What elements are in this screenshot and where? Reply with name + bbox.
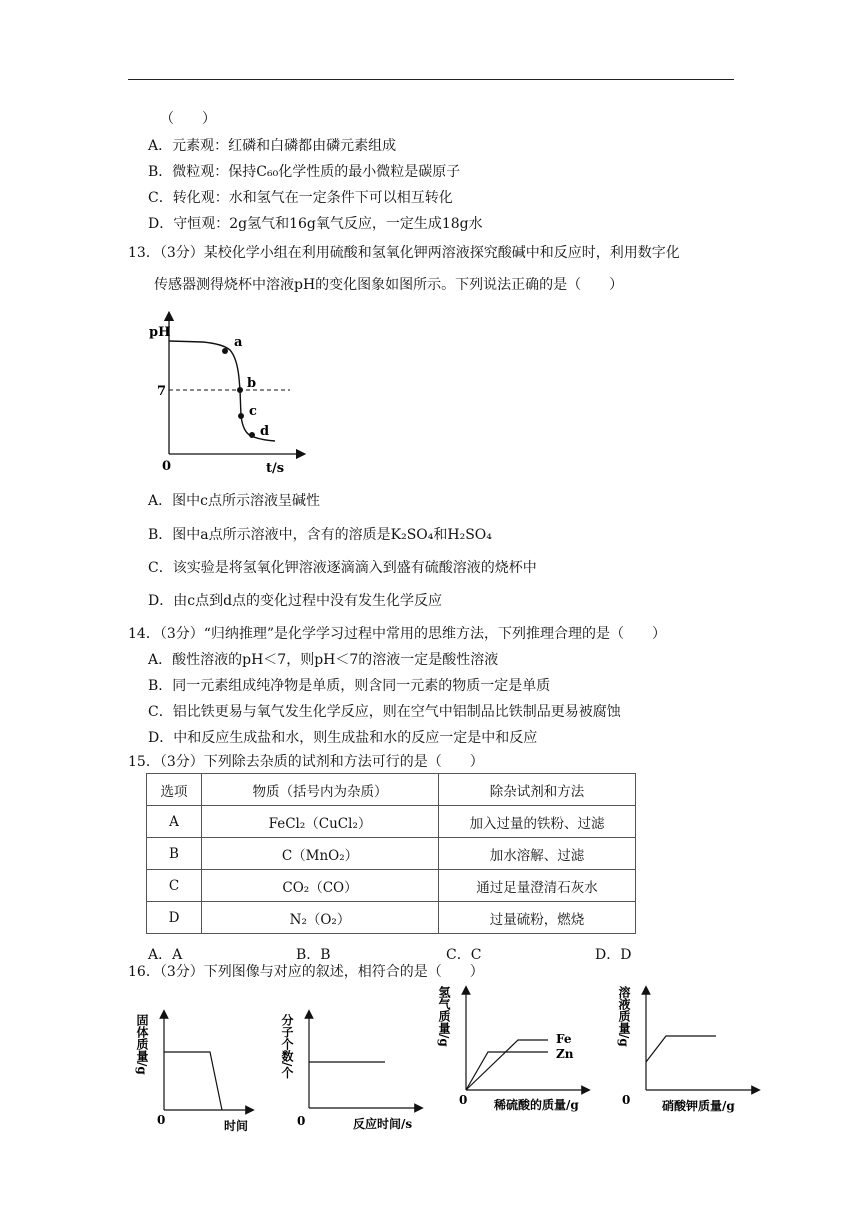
- g1-origin: 0: [157, 1113, 166, 1127]
- g2-xlabel: 反应时间/s: [353, 1117, 413, 1131]
- label-b: b: [247, 376, 257, 391]
- ph-ref-value: 7: [157, 384, 167, 399]
- series-zn-label: Zn: [556, 1047, 574, 1061]
- q15-answer-d: D．D: [595, 947, 632, 963]
- cell: CO₂（CO）: [202, 870, 439, 902]
- cell: N₂（O₂）: [202, 902, 439, 934]
- header-option: 选项: [147, 774, 202, 806]
- q13-option-a: A．图中c点所示溶液呈碱性: [148, 493, 320, 509]
- label-c: c: [249, 404, 257, 419]
- table-row: [147, 806, 636, 838]
- cell: 加入过量的铁粉、过滤: [439, 806, 636, 838]
- g3-origin: 0: [459, 1093, 468, 1107]
- q15-table: [146, 773, 636, 934]
- q15-stem: 15．（3分）下列除去杂质的试剂和方法可行的是（ ）: [128, 754, 484, 770]
- q14-option-a: A．酸性溶液的pH＜7，则pH＜7的溶液一定是酸性溶液: [148, 652, 499, 668]
- q12-option-a: A．元素观：红磷和白磷都由磷元素组成: [148, 138, 397, 154]
- answer-paren: （ ）: [160, 111, 216, 127]
- g4-xlabel: 硝酸钾质量/g: [662, 1099, 735, 1113]
- ph-y-label: pH: [149, 325, 171, 340]
- cell: C: [147, 870, 202, 902]
- series-fe-label: Fe: [556, 1032, 572, 1046]
- point-b: [237, 387, 243, 393]
- cell: FeCl₂（CuCl₂）: [202, 806, 439, 838]
- table-row: [147, 838, 636, 870]
- cell: 过量硫粉，燃烧: [439, 902, 636, 934]
- cell: 加水溶解、过滤: [439, 838, 636, 870]
- g1-xlabel: 时间: [224, 1119, 249, 1133]
- point-d: [249, 432, 255, 438]
- g4-ylabel: 溶液质量/g: [617, 986, 631, 1047]
- g4-origin: 0: [622, 1093, 631, 1107]
- ph-origin: 0: [162, 459, 172, 474]
- g3-xlabel: 稀硫酸的质量/g: [494, 1098, 579, 1112]
- cell: A: [147, 806, 202, 838]
- ph-x-label: t/s: [266, 461, 285, 476]
- label-a: a: [234, 335, 243, 350]
- g2-ylabel: 分子个数/个: [280, 1014, 294, 1079]
- q14-option-b: B．同一元素组成纯净物是单质，则含同一元素的物质一定是单质: [148, 678, 551, 694]
- q13-option-c: C．该实验是将氢氧化钾溶液逐滴滴入到盛有硫酸溶液的烧杯中: [148, 560, 537, 576]
- q15-answer-a: A．A: [148, 947, 183, 963]
- header-substance: 物质（括号内为杂质）: [202, 774, 439, 806]
- g3-ylabel: 氢气质量/g: [437, 986, 451, 1047]
- cell: D: [147, 902, 202, 934]
- label-d: d: [260, 424, 270, 439]
- q14-stem: 14．（3分）“归纳推理”是化学学习过程中常用的思维方法，下列推理合理的是（ ）: [128, 626, 667, 642]
- header-method: 除杂试剂和方法: [439, 774, 636, 806]
- q12-option-c: C．转化观：水和氢气在一定条件下可以相互转化: [148, 190, 453, 206]
- ph-curve-graph: [145, 308, 310, 478]
- table-row: [147, 870, 636, 902]
- q12-option-b: B．微粒观：保持C₆₀化学性质的最小微粒是碳原子: [148, 164, 461, 180]
- cell: C（MnO₂）: [202, 838, 439, 870]
- q13-stem-line2: 传感器测得烧杯中溶液pH的变化图象如图所示。下列说法正确的是（ ）: [154, 277, 624, 293]
- g2-origin: 0: [297, 1114, 306, 1128]
- graph-solid-mass: [135, 1000, 260, 1140]
- q14-option-c: C．铝比铁更易与氧气发生化学反应，则在空气中铝制品比铁制品更易被腐蚀: [148, 704, 621, 720]
- header-rule: [128, 79, 734, 80]
- cell: B: [147, 838, 202, 870]
- q16-stem: 16．（3分）下列图像与对应的叙述，相符合的是（ ）: [128, 964, 484, 980]
- point-c: [238, 413, 244, 419]
- table-header-row: [147, 774, 636, 806]
- q15-answer-b: B．B: [296, 947, 331, 963]
- g1-ylabel: 固体质量/g: [135, 1014, 149, 1075]
- graph-solution-mass: [618, 982, 760, 1122]
- q13-stem-line1: 13．（3分）某校化学小组在利用硫酸和氢氧化钾两溶液探究酸碱中和反应时，利用数字化: [128, 245, 680, 261]
- cell: 通过足量澄清石灰水: [439, 870, 636, 902]
- q13-option-b: B．图中a点所示溶液中，含有的溶质是K₂SO₄和H₂SO₄: [148, 527, 492, 543]
- graph-hydrogen-mass: [437, 982, 590, 1122]
- q15-answer-c: C．C: [446, 947, 482, 963]
- point-a: [222, 348, 228, 354]
- table-row: [147, 902, 636, 934]
- q13-option-d: D．由c点到d点的变化过程中没有发生化学反应: [148, 593, 443, 609]
- q12-option-d: D．守恒观：2g氢气和16g氧气反应，一定生成18g水: [148, 216, 483, 232]
- graph-molecule-count: [280, 1000, 425, 1140]
- q14-option-d: D．中和反应生成盐和水，则生成盐和水的反应一定是中和反应: [148, 730, 538, 746]
